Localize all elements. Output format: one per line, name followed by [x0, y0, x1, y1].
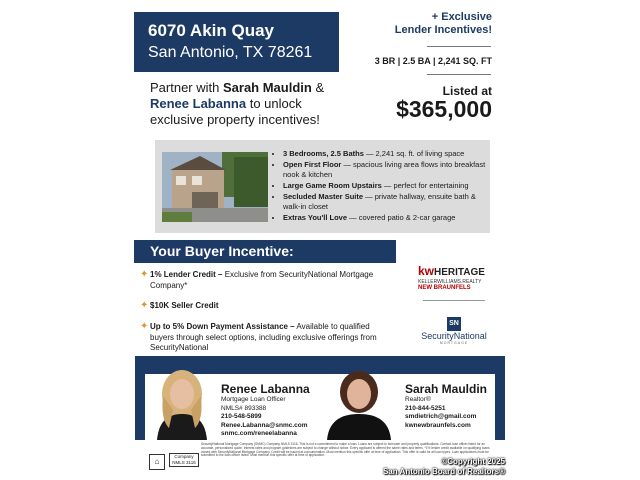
incentive-item: ✦ Up to 5% Down Payment Assistance – Available to qualified buyers through select options, including exclusive offerings from SecurityNational	[140, 321, 377, 352]
partner-amp: &	[311, 80, 325, 95]
company-nmls: NMLS 3116	[172, 460, 196, 465]
kw-sub: KELLERWILLIAMS.REALTY	[418, 279, 482, 285]
feature-item: • Extras You'll Love — covered patio & 2-car garage	[283, 213, 495, 223]
fine-print: SecurityNational Mortgage Company (SNMC) Company NMLS 3116. This is not a commitment to make a loan. Loans are subject to borrower and property qualifications. Contact loan officer listed for an accurate, personalized quote. Interest rates and program guidelines are subject to change without notice. Every applicant is offered the same rates and terms. *1% lender credit available on qualifying loans closed with SecurityNational Mortgage Company. Credit will be issued at consummation. Must mention this specific offer at time of application. This offer is valid for all loan types. Loan applications must be submitted to the loan officer listed. Must mention this specific offer at time of application.	[201, 442, 490, 458]
copyright-line-1: ©Copyright 2025	[441, 457, 505, 466]
renee-photo	[149, 366, 215, 440]
divider	[427, 46, 491, 47]
house-photo	[162, 152, 268, 222]
partner-pre: Partner with	[150, 80, 223, 95]
buyer-incentive-header	[134, 240, 396, 263]
address-city: San Antonio, TX 78261	[148, 44, 313, 61]
feature-item: • Large Game Room Upstairs — perfect for entertaining	[283, 181, 495, 191]
partner-name-1: Sarah Mauldin	[222, 80, 312, 95]
agent-email: smdietrich@gmail.com	[405, 413, 477, 420]
partner-line-3: exclusive property incentives!	[150, 112, 320, 127]
partner-post: to unlock	[246, 96, 302, 111]
company-label: Company	[174, 454, 194, 459]
agent-name: Renee Labanna	[221, 382, 310, 396]
agent-web: snmc.com/reneelabanna	[221, 430, 297, 437]
divider	[423, 300, 485, 301]
feature-item: • 3 Bedrooms, 2.5 Baths — 2,241 sq. ft. of living space	[283, 149, 495, 159]
divider	[427, 74, 491, 75]
sn-sub: MORTGAGE	[439, 341, 469, 345]
kw-city: NEW BRAUNFELS	[418, 285, 471, 291]
agent-sarah	[405, 382, 495, 430]
agents-panel	[135, 356, 505, 440]
copyright-line-2: San Antonio Board of Realtors®	[382, 467, 505, 476]
securitynational-logo: SN SecurityNational MORTGAGE	[418, 312, 490, 345]
lender-incentives-tag	[380, 11, 492, 37]
buyer-incentive-title: Your Buyer Incentive:	[150, 243, 294, 259]
address-street: 6070 Akin Quay	[148, 21, 274, 40]
kw-mark: kw	[418, 264, 435, 278]
price: $365,000	[396, 96, 492, 122]
agent-email: Renee.Labanna@snmc.com	[221, 421, 308, 429]
incentive-item: ✦ $10K Seller Credit	[140, 300, 219, 311]
agent-name: Sarah Mauldin	[405, 382, 488, 396]
copyright-watermark	[345, 457, 505, 477]
agent-title: Mortgage Loan Officer	[221, 396, 286, 403]
star-icon: ✦	[140, 321, 149, 332]
address-box	[134, 12, 339, 72]
listed-label: Listed at	[442, 84, 492, 98]
incentive-item: ✦ 1% Lender Credit – Exclusive from SecurityNational Mortgage Company*	[140, 269, 374, 290]
sn-mark: SN	[447, 317, 461, 331]
feature-item: • Secluded Master Suite — private hallway, ensuite bath & walk-in closet	[283, 192, 495, 212]
features-list	[273, 149, 495, 224]
company-nmls-badge	[169, 453, 199, 467]
agent-phone: 210-844-5251	[405, 404, 446, 412]
property-stats: 3 BR | 2.5 BA | 2,241 SQ. FT	[374, 56, 492, 66]
kw-heritage-logo	[418, 265, 490, 291]
partner-statement	[150, 80, 360, 128]
agent-title: Realtor®	[405, 396, 431, 403]
feature-item: • Open First Floor — spacious living area flows into breakfast nook & kitchen	[283, 160, 495, 180]
incentive-line-2: Lender Incentives!	[394, 24, 492, 36]
equal-housing-icon: ⌂	[149, 454, 165, 470]
agent-nmls: NMLS# 893388	[221, 404, 267, 412]
kw-name: HERITAGE	[434, 267, 485, 278]
sarah-photo	[321, 366, 397, 440]
agent-web: kwnewbraunfels.com	[405, 421, 471, 429]
star-icon: ✦	[140, 300, 149, 311]
partner-name-2: Renee Labanna	[150, 96, 247, 111]
agent-phone: 210-548-5899	[221, 413, 262, 420]
agent-renee	[221, 382, 326, 439]
incentive-line-1: + Exclusive	[431, 11, 492, 23]
star-icon: ✦	[140, 269, 149, 280]
features-panel	[155, 140, 490, 233]
agents-card	[145, 374, 495, 440]
